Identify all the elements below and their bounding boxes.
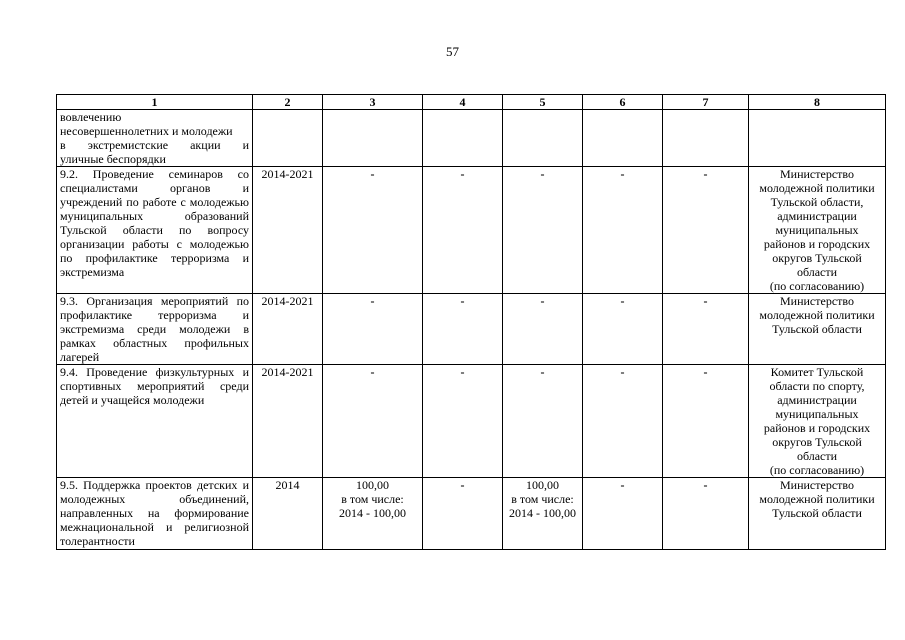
responsible-cell: Министерство молодежной политики Тульской области, администрации муниципальных районов и городских округов Тульской области (по согласованию) xyxy=(749,167,886,294)
federal-funding-cell xyxy=(423,110,503,167)
regional-funding-cell: - xyxy=(503,294,583,365)
federal-funding-cell: - xyxy=(423,294,503,365)
responsible-cell: Министерство молодежной политики Тульской области xyxy=(749,294,886,365)
table-row xyxy=(57,478,886,550)
period-cell: 2014-2021 xyxy=(253,167,323,294)
measure-description: вовлечению несовершеннолетних и молодежи в экстремистские акции и уличные беспорядки xyxy=(57,110,253,167)
regional-funding-cell: 100,00 в том числе: 2014 - 100,00 xyxy=(503,478,583,550)
other-funding-cell: - xyxy=(663,294,749,365)
table-row xyxy=(57,167,886,294)
responsible-cell xyxy=(749,110,886,167)
regional-funding-cell: - xyxy=(503,365,583,478)
responsible-cell: Министерство молодежной политики Тульской области xyxy=(749,478,886,550)
responsible-cell: Комитет Тульской области по спорту, администрации муниципальных районов и городских округов Тульской области (по согласованию) xyxy=(749,365,886,478)
table-row xyxy=(57,365,886,478)
period-cell: 2014-2021 xyxy=(253,365,323,478)
other-funding-cell xyxy=(663,110,749,167)
total-funding-cell: - xyxy=(323,365,423,478)
local-funding-cell xyxy=(583,110,663,167)
local-funding-cell: - xyxy=(583,167,663,294)
column-header: 1 xyxy=(57,95,253,110)
program-table xyxy=(56,94,886,550)
measure-description: 9.2. Проведение семинаров со специалистами органов и учреждений по работе с молодежью муниципальных образований Тульской области по вопросу организации работы с молодежью по профилактике терроризма и экстремизма xyxy=(57,167,253,294)
local-funding-cell: - xyxy=(583,365,663,478)
other-funding-cell: - xyxy=(663,365,749,478)
federal-funding-cell: - xyxy=(423,167,503,294)
total-funding-cell: 100,00 в том числе: 2014 - 100,00 xyxy=(323,478,423,550)
regional-funding-cell xyxy=(503,110,583,167)
column-header: 8 xyxy=(749,95,886,110)
column-header: 4 xyxy=(423,95,503,110)
other-funding-cell: - xyxy=(663,478,749,550)
total-funding-cell: - xyxy=(323,294,423,365)
regional-funding-cell: - xyxy=(503,167,583,294)
table-row xyxy=(57,294,886,365)
period-cell: 2014-2021 xyxy=(253,294,323,365)
table-row xyxy=(57,110,886,167)
federal-funding-cell: - xyxy=(423,478,503,550)
column-header: 5 xyxy=(503,95,583,110)
local-funding-cell: - xyxy=(583,294,663,365)
header-row xyxy=(57,95,886,110)
other-funding-cell: - xyxy=(663,167,749,294)
period-cell: 2014 xyxy=(253,478,323,550)
local-funding-cell: - xyxy=(583,478,663,550)
column-header: 3 xyxy=(323,95,423,110)
measure-description: 9.4. Проведение физкультурных и спортивных мероприятий среди детей и учащейся молодежи xyxy=(57,365,253,478)
total-funding-cell xyxy=(323,110,423,167)
column-header: 6 xyxy=(583,95,663,110)
measure-description: 9.5. Поддержка проектов детских и молодежных объединений, направленных на формирование межнациональной и религиозной толерантности xyxy=(57,478,253,550)
column-header: 7 xyxy=(663,95,749,110)
page-number: 57 xyxy=(446,44,459,59)
total-funding-cell: - xyxy=(323,167,423,294)
federal-funding-cell: - xyxy=(423,365,503,478)
period-cell xyxy=(253,110,323,167)
column-header: 2 xyxy=(253,95,323,110)
measure-description: 9.3. Организация мероприятий по профилактике терроризма и экстремизма среди молодежи в рамках областных профильных лагерей xyxy=(57,294,253,365)
